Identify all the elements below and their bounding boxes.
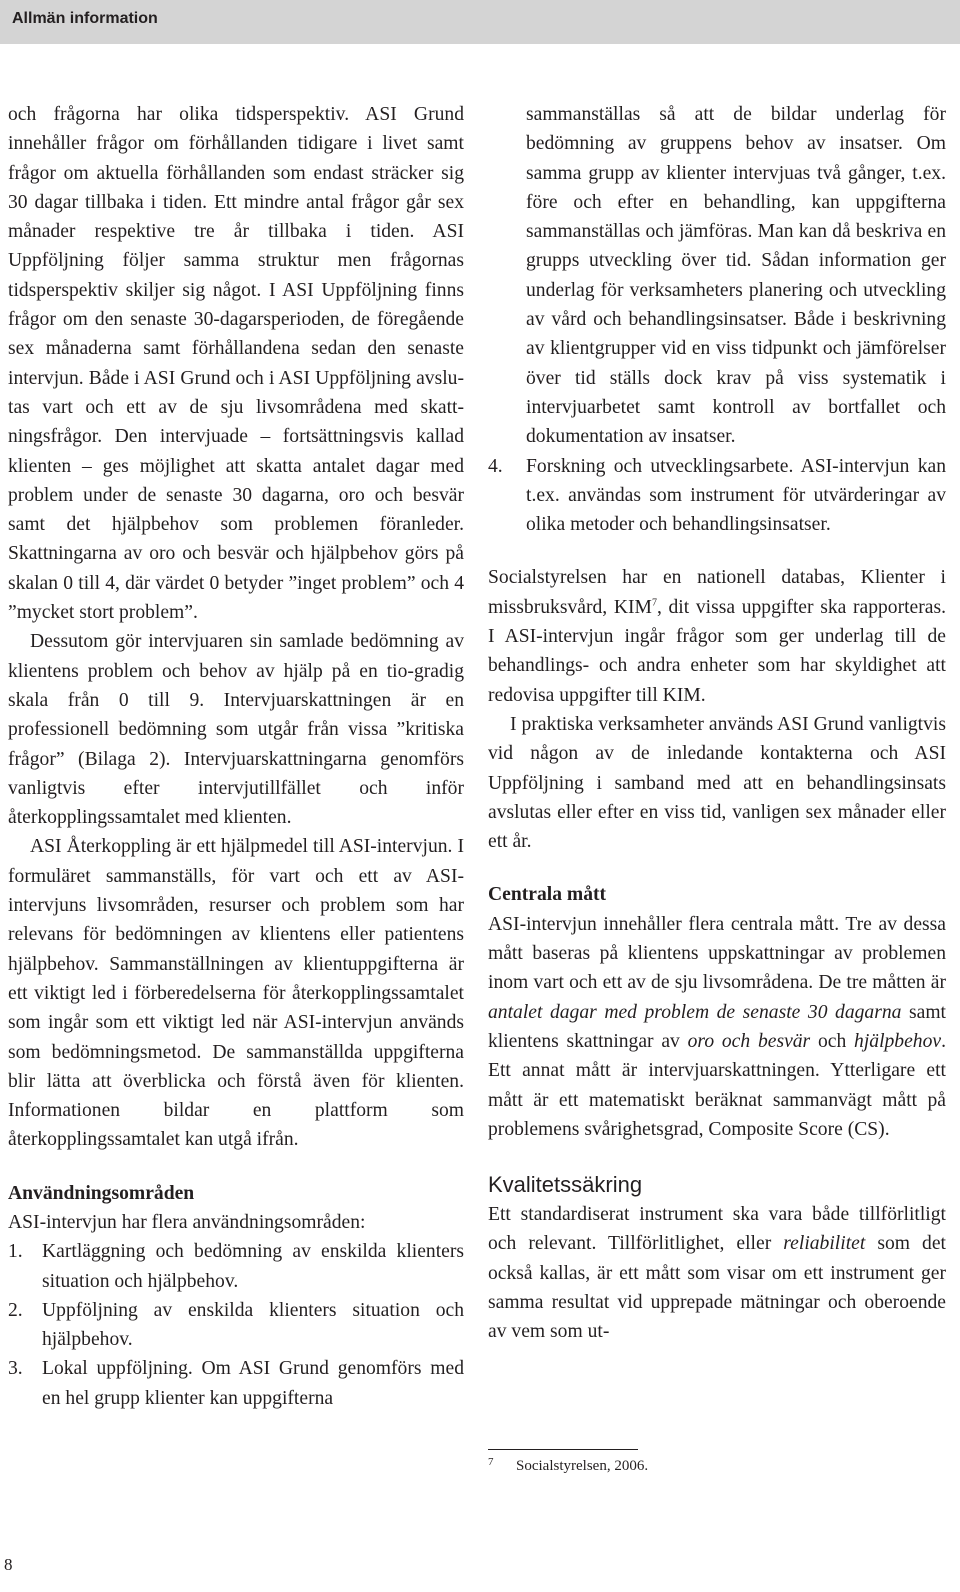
text-run: . Ett annat mått är intervjuarskattningen. Ytterligare ett mått är ett matematiskt beräknat sammanvägt mått på problemens svårighetsgrad, Composite Score (CS). [488, 1030, 946, 1140]
kim-text-after: , dit vissa uppgifter ska rapporteras. I ASI-intervjun ingår frågor som ger underlag till de behandlings- och andra enheter som har skyldighet att redovisa uppgifter till KIM. [488, 596, 946, 706]
spacer [488, 539, 946, 563]
list-text: Lokal uppföljning. Om ASI Grund genomförs med en hel grupp klienter kan uppgifterna [42, 1358, 464, 1409]
list-text: Kartläggning och bedömning av enskilda klienters situation och hjälpbehov. [42, 1241, 464, 1292]
paragraph-kvalitetssakring [488, 1200, 946, 1346]
text-run: Ett standardiserat instrument ska vara både tillförlitligt och relevant. Tillförlitlighet, eller [488, 1204, 946, 1255]
footnote-reference: 7 [651, 597, 657, 609]
section-title: Allmän information [12, 10, 158, 27]
right-column [488, 100, 946, 1347]
list-item [8, 1354, 464, 1413]
heading-anvandningsomraden: Användningsområden [8, 1182, 195, 1204]
text-run: ASI-intervjun innehåller flera centrala mått. Tre av dessa mått baseras på klientens uppskattningar av problemen inom vart och ett av de sju livsområdena. De tre måtten är [488, 913, 946, 994]
list-text: Forskning och utvecklingsarbete. ASI-intervjun kan t.ex. användas som instrument för utvärderingar av olika metoder och behandlingsinsatser. [526, 455, 946, 536]
footnote-number: 7 [488, 1456, 494, 1468]
paragraph-intervjuarskattning: Dessutom gör intervjuaren sin samlade bedömning av klientens problem och behov av hjälp på en tio-gradig skala från 0 till 9. Intervjuarskattningen är en professionell bedömning som utgår från vissa ”kritiska frågor” (Bilaga 2). Intervjuarskattningarna genomförs vanligtvis efter intervjutillfället och inför återkopplingssamtalet med klienten. [8, 631, 464, 829]
list-item-3-continuation: sammanställas så att de bildar underlag för bedömning av gruppens behov av insatser. Om samma grupp av klienter intervjuas två gånger, t.ex. före och efter en behandling, kan uppgifterna sammanställas och jämföras. Man kan då beskriva en grupps utveckling över tid. Sådan information ger underlag för verksamheters planering och utveckling av vård och behandlingsinsatser. Både i beskrivning av klientgrupper vid en viss tidpunkt och jämförelser över tid ställs dock krav på viss systematik i intervjuarbetet samt kontroll av bortfallet och dokumentation av insatser. [526, 104, 946, 448]
list-number: 4. [488, 455, 503, 477]
heading-kvalitetssakring: Kvalitetssäkring [488, 1172, 643, 1198]
emphasis-text: hjälpbehov [854, 1030, 942, 1052]
emphasis-text: oro och besvär [687, 1030, 811, 1052]
heading-centrala-matt: Centrala mått [488, 884, 607, 906]
emphasis-text: reliabilitet [783, 1233, 866, 1255]
paragraph-kim [488, 563, 946, 709]
paragraph-aterkoppling: ASI Återkoppling är ett hjälpmedel till ASI-intervjun. I formuläret sammanställs, för vart och ett av ASI-intervjuns livsområden, resurser och problem som har relevans för bedömningen av klientens eller patientens hjälpbehov. Sammanställningen av klientuppgifterna är ett viktigt led i förberedelserna för återkopplingssamtalet som ingår som ett viktigt led när ASI-intervjun används som bedömningsmetod. De sammanställda uppgifterna blir lätta att överblicka och förstå även för klienten. Informationen bildar en plattform som återkopplingssamtalet kan utgå ifrån. [8, 836, 464, 1151]
spacer [488, 1144, 946, 1170]
list-number: 3. [8, 1358, 23, 1380]
kim-text-before: Socialstyrelsen har en nationell databas, Klienter i missbruksvård, KIM [488, 567, 946, 618]
text-run: som det också kallas, är ett mått som visar om ett instrument ger samma resultat vid upprepade mätningar och oberoende av vem som ut- [488, 1233, 946, 1343]
footnote-divider [488, 1449, 638, 1450]
list-number: 1. [8, 1241, 23, 1263]
usage-list [8, 1237, 464, 1413]
list-text: Uppföljning av enskilda klienters situation och hjälpbehov. [42, 1299, 464, 1351]
list-item [8, 1296, 464, 1355]
emphasis-text: antalet dagar med problem de senaste 30 dagarna [488, 1001, 902, 1023]
list-item [488, 452, 946, 540]
page-number: 8 [4, 1555, 13, 1574]
spacer [8, 1155, 464, 1179]
usage-intro: ASI-intervjun har flera användningsområden: [8, 1211, 366, 1233]
paragraph-tidsperspektiv: och frågorna har olika tidsperspektiv. ASI Grund innehåller frågor om förhållanden tidigare i livet samt frågor om aktuella förhållanden som endast sträcker sig 30 dagar tillbaka i tiden. Ett mindre antal frågor går sex månader respektive tre år tillbaka i tiden. ASI Uppföljning följer samma struktur men frågornas tidsperspektiv skiljer sig något. I ASI Uppföljning finns frågor om den senaste 30-dagarsperioden, de föregående sex månaderna samt förhållandena sedan den senaste intervjun. Både i ASI Grund och i ASI Uppföljning avslutas vart och ett av de sju livsområdena med skattningsfrågor. Den intervjuade – fortsättningsvis kallad klienten – ges möjlighet att skatta antalet dagar med problem under de senaste 30 dagarna, oro och besvär samt det hjälpbehov som problemen föranleder. Skattningarna av oro och besvär och hjälpbehov görs på skalan 0 till 4, där värdet 0 betyder ”inget problem” och 4 ”mycket stort problem”. [8, 104, 464, 624]
section-header-bar [0, 0, 960, 44]
usage-list-continued [488, 452, 946, 540]
footnote-text: Socialstyrelsen, 2006. [516, 1458, 649, 1474]
list-number: 2. [8, 1299, 23, 1321]
left-column [8, 100, 464, 1413]
text-run: och [810, 1030, 855, 1052]
spacer [488, 856, 946, 880]
paragraph-praktiska-verksamheter: I praktiska verksamheter används ASI Grund vanligtvis vid någon av de inledande kontakterna och ASI Uppföljning i samband med att en behandlingsinsats avslutas eller efter en viss tid, vanligen sex månader eller ett år. [488, 713, 946, 853]
list-item [8, 1237, 464, 1296]
text-run: samt klientens skattningar av [488, 1001, 947, 1052]
paragraph-centrala-matt [488, 910, 946, 1144]
